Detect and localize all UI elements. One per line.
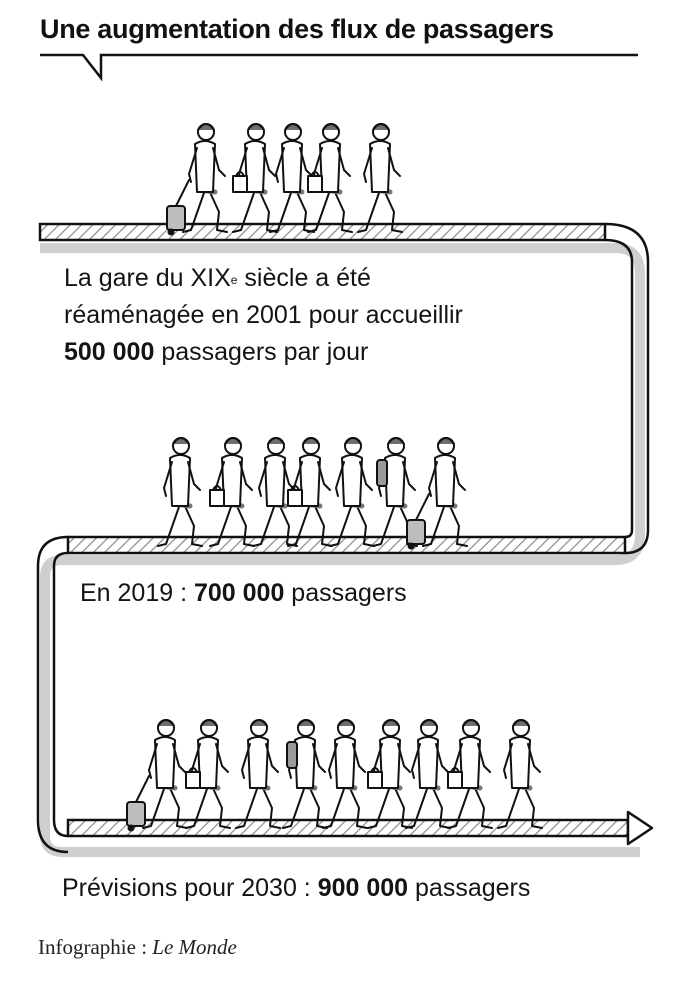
walking-passenger-icon: [368, 720, 412, 828]
walking-passenger-icon: [127, 720, 187, 831]
walking-passenger-icon: [308, 124, 352, 232]
walking-passenger-icon: [233, 124, 277, 232]
walking-passenger-icon: [448, 720, 492, 828]
walking-passenger-icon: [167, 124, 227, 235]
walking-passenger-icon: [288, 438, 332, 546]
walking-passenger-icon: [236, 720, 280, 828]
walking-passenger-icon: [158, 438, 202, 546]
walking-passenger-icon: [210, 438, 254, 546]
passenger-count-2019: 700 000: [193, 579, 285, 607]
walking-passenger-icon: [323, 720, 367, 828]
caption-step-1-line-2: réaménagée en 2001 pour accueillir: [64, 301, 463, 329]
passenger-count-2001: 500 000: [64, 338, 155, 366]
caption-step-3: Prévisions pour 2030 : 900 000 passagers: [62, 874, 531, 902]
passenger-group-3: [127, 720, 542, 831]
walking-passenger-icon: [407, 438, 467, 549]
walking-passenger-icon: [186, 720, 230, 828]
caption-step-2: En 2019 : 700 000 passagers: [80, 579, 407, 607]
walking-passenger-icon: [283, 720, 327, 828]
passenger-count-2030: 900 000: [317, 874, 409, 902]
infographic-title: Une augmentation des flux de passagers: [40, 14, 554, 44]
caption-step-1: [64, 260, 463, 371]
walking-passenger-icon: [406, 720, 450, 828]
walking-passenger-icon: [498, 720, 542, 828]
walkway-segment-3: [68, 812, 652, 844]
passenger-group-2: [158, 438, 467, 549]
direction-arrow-icon: [628, 812, 652, 844]
passenger-group-1: [167, 124, 402, 235]
caption-step-1-line-3: 500 000 passagers par jour: [64, 338, 369, 366]
walking-passenger-icon: [358, 124, 402, 232]
credit-line: Infographie : Le Monde: [38, 935, 237, 959]
caption-step-1-line-1: La gare du XIXe siècle a été: [64, 264, 371, 292]
walking-passenger-icon: [330, 438, 374, 546]
